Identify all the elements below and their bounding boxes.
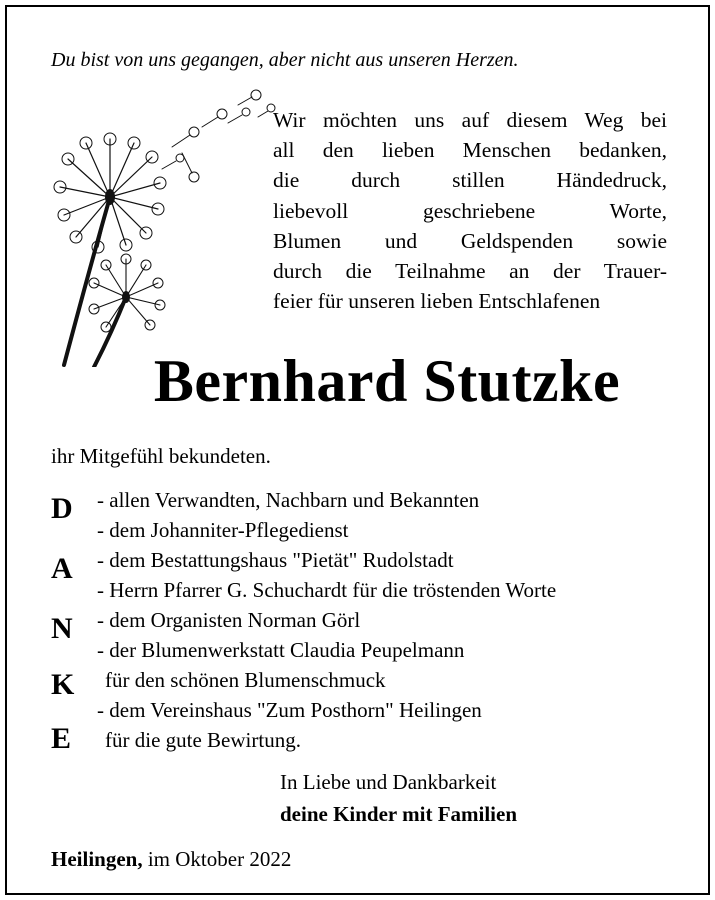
danke-letter: N xyxy=(51,612,73,645)
danke-letter: A xyxy=(51,552,73,585)
thanks-item: für die gute Bewirtung. xyxy=(105,728,301,752)
intro-line: durch die Teilnahme an der Trauer- xyxy=(273,258,667,283)
intro-line: feier für unseren lieben Entschlafenen xyxy=(273,289,601,314)
intro-text xyxy=(273,105,667,316)
danke-letter: E xyxy=(51,722,72,755)
thanks-item: - dem Johanniter-Pflegedienst xyxy=(97,518,349,542)
signature-family: deine Kinder mit Familien xyxy=(280,802,518,826)
motto: Du bist von uns gegangen, aber nicht aus unseren Herzen. xyxy=(51,49,519,71)
thanks-item: für den schönen Blumenschmuck xyxy=(105,668,386,692)
thanks-item: - dem Vereinshaus "Zum Posthorn" Heilingen xyxy=(97,698,482,722)
dandelion-illustration xyxy=(42,87,282,367)
intro-line: Wir möchten uns auf diesem Weg bei xyxy=(273,108,667,132)
date: im Oktober 2022 xyxy=(147,847,292,871)
obituary-card xyxy=(5,5,710,895)
intro-line: all den lieben Menschen bedanken, xyxy=(273,138,667,163)
danke-letter: K xyxy=(51,668,75,701)
thanks-item: - der Blumenwerkstatt Claudia Peupelmann xyxy=(97,638,465,662)
intro-line: liebevoll geschriebene Worte, xyxy=(273,198,667,223)
danke-letter: D xyxy=(51,492,73,525)
intro-line: die durch stillen Händedruck, xyxy=(273,168,667,193)
signature-line: In Liebe und Dankbarkeit xyxy=(280,770,497,794)
place-date xyxy=(51,847,291,872)
place: Heilingen, xyxy=(51,847,143,871)
deceased-name: Bernhard Stutzke xyxy=(153,348,621,414)
thanks-item: - dem Bestattungshaus "Pietät" Rudolstadt xyxy=(97,548,454,572)
thanks-item: - dem Organisten Norman Görl xyxy=(97,608,361,632)
thanks-item: - Herrn Pfarrer G. Schuchardt für die tröstenden Worte xyxy=(97,578,557,602)
thanks-item: - allen Verwandten, Nachbarn und Bekannten xyxy=(97,488,480,512)
intro-line: Blumen und Geldspenden sowie xyxy=(273,228,667,253)
condolence-text: ihr Mitgefühl bekundeten. xyxy=(51,444,271,468)
